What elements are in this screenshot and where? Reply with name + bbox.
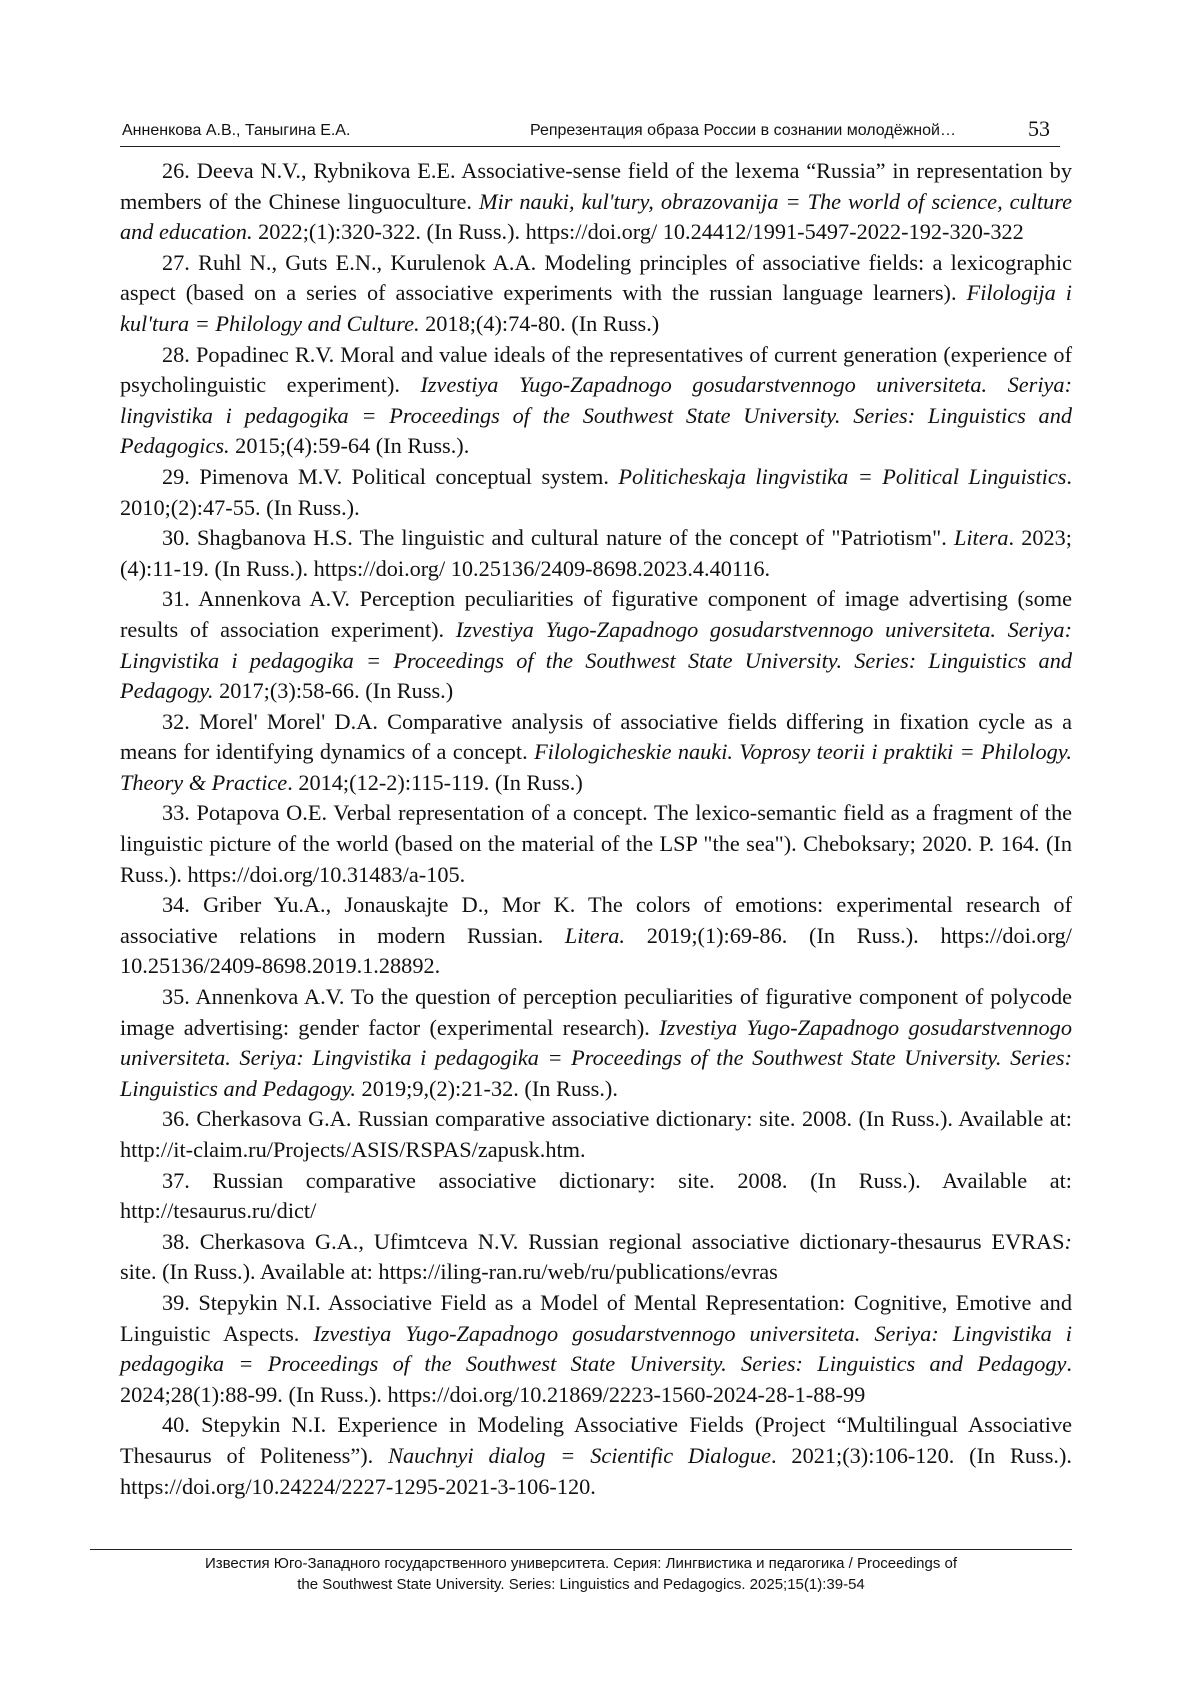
reference-number: 40.: [162, 1412, 202, 1438]
reference-text: Annenkova A.V. To the question of perception peculiarities of figurative component of polycode image advertising: gender factor (experimental research).: [120, 984, 1073, 1040]
reference-text: 2019;(1):69-86. (In Russ.). https://doi.org/ 10.25136/2409-8698.2019.1.28892.: [120, 922, 1072, 979]
reference-item: [120, 1410, 1072, 1502]
reference-number: 26.: [162, 158, 197, 183]
reference-text: . 2014;(12-2):115-119. (In Russ.): [287, 769, 583, 795]
reference-item: [120, 982, 1072, 1104]
reference-number: 30.: [162, 525, 198, 551]
reference-item: [120, 1227, 1072, 1288]
reference-text: . 2024;28(1):88-99. (In Russ.). https://doi.org/10.21869/2223-1560-2024-28-1-88-99: [120, 1351, 1072, 1407]
reference-text: 2019;9,(2):21-32. (In Russ.).: [355, 1075, 618, 1101]
reference-number: 37.: [162, 1167, 213, 1193]
reference-text: 2015;(4):59-64 (In Russ.).: [229, 433, 470, 459]
reference-number: 34.: [162, 892, 204, 918]
reference-item: [120, 1104, 1072, 1165]
reference-item: [120, 462, 1072, 523]
reference-number: 35.: [162, 984, 196, 1010]
reference-item: [120, 798, 1072, 890]
reference-number: 33.: [162, 800, 197, 826]
reference-text: Russian comparative associative dictionary: site. 2008. (In Russ.). Available at: http://tesaurus.ru/dict/: [120, 1167, 1073, 1224]
reference-text: Annenkova A.V. Perception peculiarities of figurative component of image advertising (some results of association experiment).: [120, 586, 1072, 642]
reference-number: 39.: [162, 1289, 199, 1315]
reference-item: [120, 248, 1072, 340]
reference-number: 36.: [162, 1106, 197, 1132]
reference-source-italic: Izvestiya Yugo-Zapadnogo gosudarstvennogo universiteta. Seriya: lingvistika i pedagogika = Proceedings of the Southwest State University. Series: Linguistics and Pedagogics.: [120, 372, 1072, 459]
reference-item: [120, 1166, 1072, 1227]
footer-line-1: Известия Юго-Западного государственного университета. Серия: Лингвистика и педагогика / Proceedings of: [204, 1555, 958, 1572]
reference-text: Potapova O.E. Verbal representation of a concept. The lexico-semantic field as a fragment of the linguistic picture of the world (based on the material of the LSP "the sea"). Cheboksary; 2020. P. 164. (In Russ.). https://doi.org/10.31483/a-105.: [120, 800, 1072, 887]
reference-text: Pimenova M.V. Political conceptual system.: [199, 463, 619, 489]
journal-footer: [90, 1549, 1072, 1595]
reference-number: 27.: [162, 249, 199, 275]
reference-item: [120, 584, 1072, 706]
reference-text: Cherkasova G.A., Ufimtceva N.V. Russian regional associative dictionary-thesaurus EVRAS: [199, 1228, 1065, 1254]
reference-number: 28.: [162, 341, 196, 367]
reference-source-italic: Izvestiya Yugo-Zapadnogo gosudarstvennogo universiteta. Seriya: Lingvistika i pedagogika = Proceedings of the Southwest State University. Series: Linguistics and Pedagogy: [120, 1320, 1072, 1377]
reference-number: 31.: [162, 586, 199, 612]
reference-text: site. (In Russ.). Available at: https://iling-ran.ru/web/ru/publications/evras: [120, 1259, 778, 1285]
reference-text: Griber Yu.A., Jonauskajte D., Mor K. The colors of emotions: experimental research of associative relations in modern Russian.: [120, 892, 1073, 948]
reference-item: [120, 1288, 1072, 1410]
reference-number: 32.: [162, 708, 200, 734]
footer-line-2: the Southwest State University. Series: Linguistics and Pedagogics. 2025;15(1):39-54: [297, 1576, 865, 1593]
reference-text: Ruhl N., Guts E.N., Kurulenok A.A. Modeling principles of associative fields: a lexicographic aspect (based on a series of associative experiments with the russian language learners).: [120, 249, 1072, 306]
reference-text: Morel' Morel' D.A. Comparative analysis of associative fields differing in fixation cycle as a means for identifying dynamics of a concept.: [120, 708, 1072, 765]
reference-text: Shagbanova H.S. The linguistic and cultural nature of the concept of "Patriotism".: [197, 525, 954, 551]
reference-source-italic: Politicheskaja lingvistika = Political Linguistics: [618, 463, 1067, 489]
reference-text: 2022;(1):320-322. (In Russ.). https://doi.org/ 10.24412/1991-5497-2022-192-320-322: [252, 219, 1024, 245]
reference-item: [120, 523, 1072, 584]
reference-item: [120, 890, 1072, 982]
reference-item: [120, 340, 1072, 462]
reference-text: 2018;(4):74-80. (In Russ.): [419, 310, 660, 336]
reference-text: Cherkasova G.A. Russian comparative associative dictionary: site. 2008. (In Russ.). Available at: http://it-claim.ru/Projects/ASIS/RSPAS/zapusk.htm.: [120, 1106, 1072, 1162]
reference-source-italic: :: [1064, 1228, 1072, 1254]
reference-text: Popadinec R.V. Moral and value ideals of the representatives of current generation (experience of psycholinguistic experiment).: [120, 341, 1072, 398]
reference-number: 38.: [162, 1228, 200, 1254]
reference-list: [120, 156, 1072, 1502]
reference-source-italic: Filologicheskie nauki. Voprosy teorii i praktiki = Philology. Theory & Practice: [120, 739, 1072, 795]
reference-number: 29.: [162, 463, 200, 489]
reference-item: [120, 156, 1072, 248]
reference-source-italic: Litera: [953, 525, 1009, 551]
reference-source-italic: Filologija i kul'tura = Philology and Culture.: [120, 280, 1072, 336]
reference-item: [120, 707, 1072, 799]
header-article-title: Репрезентация образа России в сознании молодёжной…: [530, 122, 956, 139]
header-authors: Анненкова А.В., Таныгина Е.А.: [122, 122, 351, 139]
reference-source-italic: Izvestiya Yugo-Zapadnogo gosudarstvennogo universiteta. Seriya: Lingvistika i pedagogika = Proceedings of the Southwest State University. Series: Linguistics and Pedagogy.: [120, 1014, 1072, 1101]
reference-text: . 2023;(4):11-19. (In Russ.). https://doi.org/ 10.25136/2409-8698.2023.4.40116.: [120, 525, 1072, 581]
page-number: 53: [1028, 116, 1050, 141]
reference-text: Stepykin N.I. Experience in Modeling Associative Fields (Project “Multilingual Associative Thesaurus of Politeness”).: [120, 1412, 1073, 1468]
reference-source-italic: Mir nauki, kul'tury, obrazovanija = The world of science, culture and education.: [120, 188, 1072, 245]
reference-source-italic: Nauchnyi dialog = Scientific Dialogue: [388, 1442, 771, 1468]
reference-text: 2017;(3):58-66. (In Russ.): [213, 678, 454, 704]
reference-text: . 2021;(3):106-120. (In Russ.). https://doi.org/10.24224/2227-1295-2021-3-106-120.: [120, 1442, 1072, 1499]
running-header: [120, 118, 1060, 147]
reference-source-italic: Litera.: [564, 922, 625, 948]
reference-text: Stepykin N.I. Associative Field as a Model of Mental Representation: Cognitive, Emotive and Linguistic Aspects.: [120, 1289, 1072, 1346]
reference-text: Deeva N.V., Rybnikova E.E. Associative-sense field of the lexema “Russia” in representation by members of the Chinese linguoculture.: [120, 158, 1072, 214]
reference-text: . 2010;(2):47-55. (In Russ.).: [120, 463, 1072, 520]
reference-source-italic: Izvestiya Yugo-Zapadnogo gosudarstvennogo universiteta. Seriya: Lingvistika i pedagogika = Proceedings of the Southwest State University. Series: Linguistics and Pedagogy.: [120, 616, 1072, 704]
